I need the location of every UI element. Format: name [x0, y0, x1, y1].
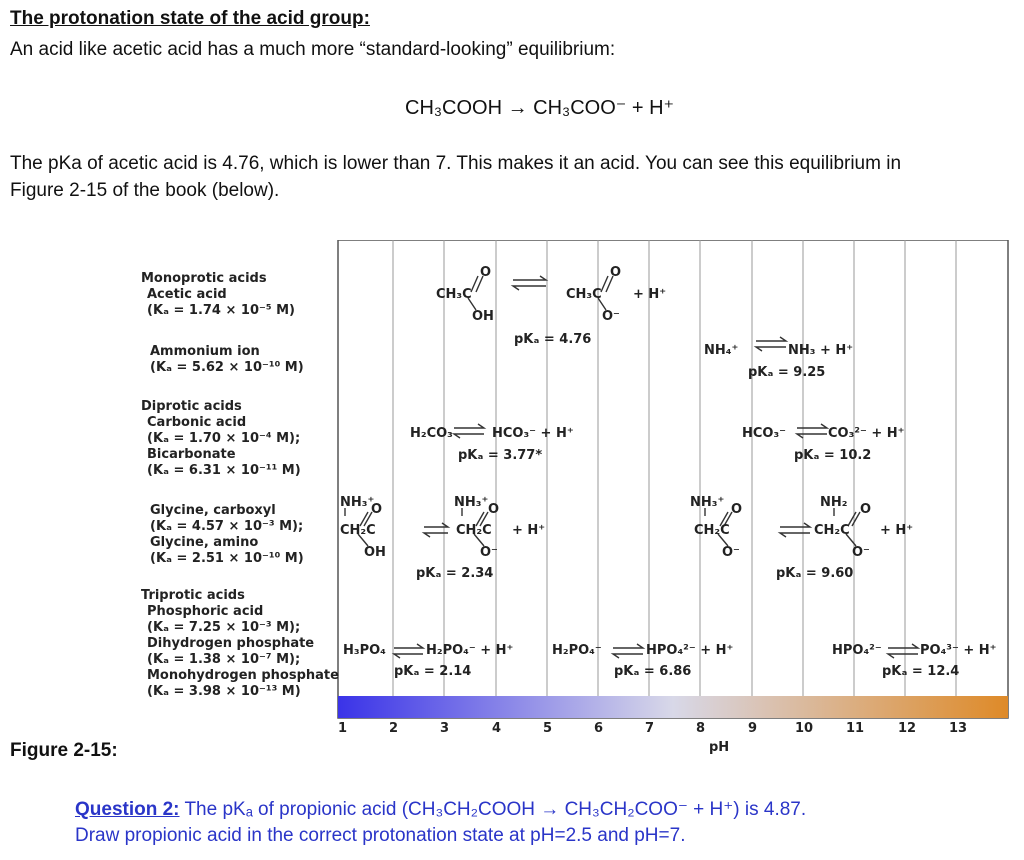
- pka-gly-amino: pKₐ = 9.60: [776, 566, 854, 581]
- phos-h3po4: H₃PO₄: [343, 643, 386, 658]
- glycine-h-plus-b: + H⁺: [880, 523, 914, 538]
- glycine-o-d: O: [860, 502, 872, 517]
- phos-hpo4: HPO₄²⁻: [832, 643, 882, 658]
- paragraph-line-1: The pKa of acetic acid is 4.76, which is lower than 7. This makes it an acid. You can see this equilibrium in: [10, 153, 902, 174]
- glycine-ch2c-d: CH₂C: [814, 523, 850, 538]
- label-acetic: Acetic acid: [147, 287, 227, 302]
- ph-axis-label: pH: [709, 740, 730, 755]
- arrow-icon: →: [507, 97, 528, 119]
- phos-h2po4: H₂PO₄⁻: [552, 643, 602, 658]
- ka-phosphoric: (Kₐ = 7.25 × 10⁻³ M);: [147, 620, 301, 635]
- label-carbonic: Carbonic acid: [147, 415, 247, 430]
- question-line-2: Draw propionic acid in the correct protonation state at pH=2.5 and pH=7.: [75, 825, 686, 846]
- legend-monoprotic: [141, 271, 295, 319]
- equation-right: CH₃COO⁻ + H⁺: [533, 97, 675, 119]
- pka-acetic: pKₐ = 4.76: [514, 332, 592, 347]
- question-line-1: [75, 797, 806, 823]
- figure-2-15: [138, 240, 1010, 760]
- ph-tick-6: 6: [594, 721, 604, 736]
- ph-tick-4: 4: [492, 721, 502, 736]
- legend-glycine: [150, 503, 304, 567]
- glycine-ch2c-b: CH₂C: [456, 523, 492, 538]
- label-phosphoric: Phosphoric acid: [147, 604, 264, 619]
- figure-label: Figure 2-15:: [10, 740, 118, 761]
- acetic-oh: OH: [472, 309, 494, 324]
- phos-hpo4-h: HPO₄²⁻ + H⁺: [646, 643, 734, 658]
- glycine-o-minus-b: O⁻: [480, 545, 498, 560]
- ka-gly-amino: (Kₐ = 2.51 × 10⁻¹⁰ M): [150, 551, 304, 566]
- group-monoprotic: Monoprotic acids: [141, 271, 267, 286]
- intro-text: An acid like acetic acid has a much more “standard-looking” equilibrium:: [10, 39, 616, 60]
- pka-gly-carboxyl: pKₐ = 2.34: [416, 566, 494, 581]
- paragraph-line-2: Figure 2-15 of the book (below).: [10, 180, 280, 201]
- pka-carbonic: pKₐ = 3.77*: [458, 448, 543, 463]
- ka-monohydrogen: (Kₐ = 3.98 × 10⁻¹³ M): [147, 684, 301, 699]
- ammonium-nh3: NH₃ + H⁺: [788, 343, 854, 358]
- pka-phos2: pKₐ = 6.86: [614, 664, 692, 679]
- acetic-o-left: O: [480, 265, 492, 280]
- pka-bicarbonate: pKₐ = 10.2: [794, 448, 872, 463]
- ph-tick-10: 10: [795, 721, 814, 736]
- ka-ammonium: (Kₐ = 5.62 × 10⁻¹⁰ M): [150, 360, 304, 375]
- phos-po4-h: PO₄³⁻ + H⁺: [920, 643, 997, 658]
- ka-dihydrogen: (Kₐ = 1.38 × 10⁻⁷ M);: [147, 652, 301, 667]
- label-monohydrogen: Monohydrogen phosphate: [147, 668, 339, 683]
- pka-ammonium: pKₐ = 9.25: [748, 365, 826, 380]
- ph-tick-3: 3: [440, 721, 450, 736]
- acetic-h-plus: + H⁺: [633, 287, 667, 302]
- glycine-o-c: O: [731, 502, 743, 517]
- pka-phos3: pKₐ = 12.4: [882, 664, 960, 679]
- glycine-ch2c-a: CH₂C: [340, 523, 376, 538]
- glycine-o-a: O: [371, 502, 383, 517]
- question-text: The pKₐ of propionic acid (CH₃CH₂COOH → CH₃CH₂COO⁻ + H⁺) is 4.87.: [179, 799, 807, 820]
- bicarbonate-co3: CO₃²⁻ + H⁺: [828, 426, 905, 441]
- ph-tick-12: 12: [898, 721, 917, 736]
- glycine-ch2c-c: CH₂C: [694, 523, 730, 538]
- glycine-oh: OH: [364, 545, 386, 560]
- acetic-o-right: O: [610, 265, 622, 280]
- glycine-nh3-c: NH₃⁺: [690, 495, 725, 510]
- ph-tick-8: 8: [696, 721, 706, 736]
- legend-triprotic: [141, 588, 339, 700]
- ka-bicarbonate: (Kₐ = 6.31 × 10⁻¹¹ M): [147, 463, 301, 478]
- acetic-o-minus: O⁻: [602, 309, 620, 324]
- carbonic-hco3: HCO₃⁻ + H⁺: [492, 426, 574, 441]
- label-gly-carboxyl: Glycine, carboxyl: [150, 503, 276, 518]
- ph-tick-1: 1: [338, 721, 348, 736]
- equation-left: CH₃COOH: [405, 97, 503, 119]
- label-bicarbonate: Bicarbonate: [147, 447, 236, 462]
- label-gly-amino: Glycine, amino: [150, 535, 259, 550]
- glycine-o-minus-c: O⁻: [722, 545, 740, 560]
- acetic-ch3c-left: CH₃C: [436, 287, 472, 302]
- ph-tick-7: 7: [645, 721, 655, 736]
- ka-carbonic: (Kₐ = 1.70 × 10⁻⁴ M);: [147, 431, 301, 446]
- question-label: Question 2:: [75, 799, 180, 820]
- legend-ammonium: [150, 344, 304, 376]
- glycine-o-minus-d: O⁻: [852, 545, 870, 560]
- ph-tick-9: 9: [748, 721, 758, 736]
- pka-phos1: pKₐ = 2.14: [394, 664, 472, 679]
- glycine-nh3-b: NH₃⁺: [454, 495, 489, 510]
- group-diprotic: Diprotic acids: [141, 399, 242, 414]
- glycine-nh3-a: NH₃⁺: [340, 495, 375, 510]
- glycine-nh2: NH₂: [820, 495, 848, 510]
- label-ammonium: Ammonium ion: [150, 344, 260, 359]
- acetic-ch3c-right: CH₃C: [566, 287, 602, 302]
- acetic-equation: [405, 95, 674, 120]
- phos-h2po4-h: H₂PO₄⁻ + H⁺: [426, 643, 514, 658]
- ph-tick-2: 2: [389, 721, 399, 736]
- ammonium-nh4: NH₄⁺: [704, 343, 739, 358]
- carbonic-h2co3: H₂CO₃: [410, 426, 453, 441]
- glycine-h-plus-a: + H⁺: [512, 523, 546, 538]
- ph-tick-11: 11: [846, 721, 865, 736]
- legend-diprotic: [141, 399, 301, 479]
- ka-gly-carboxyl: (Kₐ = 4.57 × 10⁻³ M);: [150, 519, 304, 534]
- ph-tick-5: 5: [543, 721, 553, 736]
- ka-acetic: (Kₐ = 1.74 × 10⁻⁵ M): [147, 303, 295, 318]
- question-block: [75, 797, 806, 849]
- bicarbonate-hco3: HCO₃⁻: [742, 426, 787, 441]
- group-triprotic: Triprotic acids: [141, 588, 245, 603]
- glycine-o-b: O: [488, 502, 500, 517]
- ph-tick-13: 13: [949, 721, 968, 736]
- label-dihydrogen: Dihydrogen phosphate: [147, 636, 315, 651]
- section-heading: The protonation state of the acid group:: [10, 8, 370, 29]
